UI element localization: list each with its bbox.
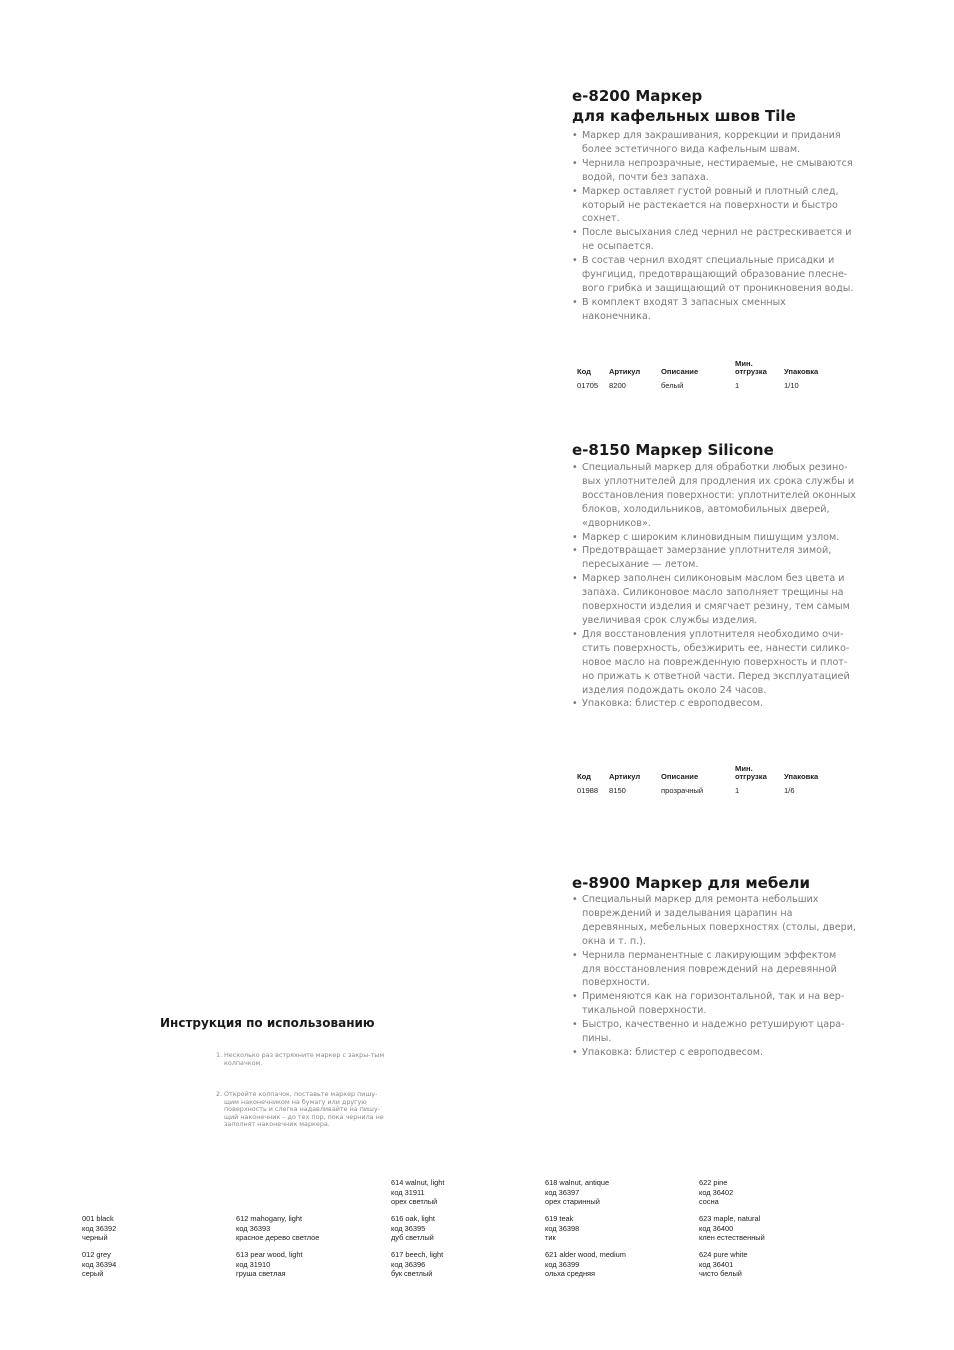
header-description: Описание xyxy=(661,772,699,781)
color-name: 622 pine xyxy=(699,1178,728,1187)
feature-item: • Маркер заполнен силиконовым маслом без цвета и запаха. Силиконовое масло заполняет трещины на поверхности изделия и смягчает резину, тем самым увеличивая срок службы изделия. xyxy=(572,572,857,628)
feature-item: • Предотвращает замерзание уплотнителя зимой, пересыхание — летом. xyxy=(572,544,857,572)
instruction-step xyxy=(216,1052,392,1067)
color-code: код 36401 xyxy=(699,1259,734,1269)
cell-description: прозрачный xyxy=(661,786,704,795)
color-item xyxy=(391,1214,435,1243)
color-name-ru: груша светлая xyxy=(236,1269,286,1279)
product-title-line1: e-8150 Маркер Silicone xyxy=(572,441,774,459)
table-header-row xyxy=(577,765,824,783)
feature-item: • Маркер с широким клиновидным пишущим узлом. xyxy=(572,531,857,545)
cell-code: 01988 xyxy=(577,786,599,795)
color-name-ru: орех светлый xyxy=(391,1197,438,1207)
color-item xyxy=(236,1214,319,1243)
color-name: 618 walnut, antique xyxy=(545,1178,610,1187)
step-number: 1. xyxy=(216,1051,223,1059)
feature-list xyxy=(572,461,857,711)
color-code: код 36395 xyxy=(391,1223,426,1233)
table-header-row xyxy=(577,360,824,378)
table-row xyxy=(577,783,824,795)
spec-table-e8200 xyxy=(577,360,824,390)
feature-list xyxy=(572,893,857,1060)
feature-item: • Упаковка: блистер с европодвесом. xyxy=(572,697,857,711)
header-package: Упаковка xyxy=(784,772,819,781)
product-e8900 xyxy=(572,873,857,1060)
product-title-line1: e-8900 Маркер для мебели xyxy=(572,874,811,892)
color-name-ru: серый xyxy=(82,1269,104,1279)
header-article: Артикул xyxy=(609,367,641,376)
cell-code: 01705 xyxy=(577,381,599,390)
cell-min-shipment: 1 xyxy=(735,381,740,390)
color-name-ru: тик xyxy=(545,1233,556,1243)
color-name: 621 alder wood, medium xyxy=(545,1250,626,1259)
feature-item: • Маркер для закрашивания, коррекции и придания более эстетичного вида кафельным швам. xyxy=(572,129,857,157)
color-item xyxy=(82,1214,116,1243)
product-e8200 xyxy=(572,86,857,324)
color-name: 613 pear wood, light xyxy=(236,1250,303,1259)
product-e8150 xyxy=(572,440,857,711)
instruction-step xyxy=(216,1091,392,1129)
cell-article: 8200 xyxy=(609,381,626,390)
table-row xyxy=(577,378,824,390)
color-item xyxy=(545,1178,609,1207)
color-name: 624 pure white xyxy=(699,1250,748,1259)
color-name-ru: клен естественный xyxy=(699,1233,765,1243)
cell-article: 8150 xyxy=(609,786,626,795)
color-name: 614 walnut, light xyxy=(391,1178,445,1187)
color-code: код 36399 xyxy=(545,1259,580,1269)
color-item xyxy=(391,1250,443,1279)
feature-item: • Специальный маркер для ремонта небольших повреждений и заделывания царапин на деревянных, мебельных поверхностях (столы, двери, окна и т. п.). xyxy=(572,893,857,949)
color-item xyxy=(545,1214,579,1243)
color-name: 001 black xyxy=(82,1214,114,1223)
cell-package: 1/10 xyxy=(784,381,799,390)
color-code: код 36396 xyxy=(391,1259,426,1269)
feature-item: • После высыхания след чернил не растрескивается и не осыпается. xyxy=(572,226,857,254)
step-text: Откройте колпачок, поставьте маркер пишу-щим наконечником на бумагу или другую поверхность и слегка надавливайте на пишу-щий наконечник – до тех пор, пока чернила не заполнят наконечник маркера. xyxy=(224,1090,384,1129)
feature-item: • Для восстановления уплотнителя необходимо очи-стить поверхность, обезжирить ее, нанести силико-новое масло на поврежденную поверхность и плот-но прижать к ответной части. Перед эксплуатацией изделия подождать около 24 часов. xyxy=(572,628,857,698)
color-item xyxy=(699,1214,765,1243)
header-description: Описание xyxy=(661,367,699,376)
color-code: код 31910 xyxy=(236,1259,271,1269)
feature-list xyxy=(572,129,857,324)
header-min-shipment: Мин. отгрузка xyxy=(735,764,767,781)
step-text: Несколько раз встряхните маркер с закры-тым колпачком. xyxy=(224,1051,385,1067)
product-title-line1: e-8200 Маркер xyxy=(572,87,703,105)
feature-item: • Чернила перманентные с лакирующим эффектом для восстановления повреждений на деревянной поверхности. xyxy=(572,949,857,991)
header-package: Упаковка xyxy=(784,367,819,376)
header-code: Код xyxy=(577,367,591,376)
color-item xyxy=(699,1250,747,1279)
color-name-ru: ольха средняя xyxy=(545,1269,596,1279)
header-article: Артикул xyxy=(609,772,641,781)
color-name: 619 teak xyxy=(545,1214,574,1223)
product-title xyxy=(572,86,857,126)
feature-item: • Быстро, качественно и надежно ретушируют цара-пины. xyxy=(572,1018,857,1046)
color-name: 617 beech, light xyxy=(391,1250,444,1259)
color-code: код 36393 xyxy=(236,1223,271,1233)
cell-min-shipment: 1 xyxy=(735,786,740,795)
color-name: 612 mahogany, light xyxy=(236,1214,303,1223)
feature-item: • В комплект входят 3 запасных сменных наконечника. xyxy=(572,296,857,324)
color-code: код 36402 xyxy=(699,1187,734,1197)
color-code: код 31911 xyxy=(391,1187,425,1197)
color-item xyxy=(82,1250,116,1279)
header-min-shipment: Мин. отгрузка xyxy=(735,359,767,376)
color-code: код 36394 xyxy=(82,1259,117,1269)
color-item xyxy=(545,1250,626,1279)
color-name-ru: сосна xyxy=(699,1197,719,1207)
feature-item: • Применяются как на горизонтальной, так и на вер-тикальной поверхности. xyxy=(572,990,857,1018)
feature-item: • В состав чернил входят специальные присадки и фунгицид, предотвращающий образование плесне-вого грибка и защищающий от проникновения воды. xyxy=(572,254,857,296)
color-name: 012 grey xyxy=(82,1250,111,1259)
feature-item: • Специальный маркер для обработки любых резино-вых уплотнителей для продления их срока службы и восстановления поверхности: уплотнителей оконных блоков, холодильников, автомобильных дверей, «дворников». xyxy=(572,461,857,531)
color-code: код 36400 xyxy=(699,1223,734,1233)
color-item xyxy=(391,1178,444,1207)
color-name-ru: чисто белый xyxy=(699,1269,742,1279)
color-item xyxy=(236,1250,303,1279)
color-name-ru: орех старинный xyxy=(545,1197,600,1207)
product-title xyxy=(572,440,857,460)
color-name-ru: красное дерево светлое xyxy=(236,1233,320,1243)
color-name-ru: дуб светлый xyxy=(391,1233,434,1243)
product-title xyxy=(572,873,857,893)
feature-item: • Упаковка: блистер с европодвесом. xyxy=(572,1046,857,1060)
step-number: 2. xyxy=(216,1090,223,1098)
cell-description: белый xyxy=(661,381,684,390)
cell-package: 1/6 xyxy=(784,786,795,795)
color-name-ru: бук светлый xyxy=(391,1269,433,1279)
color-name-ru: черный xyxy=(82,1233,108,1243)
color-code: код 36392 xyxy=(82,1223,117,1233)
color-name: 623 maple, natural xyxy=(699,1214,761,1223)
product-title-line2: для кафельных швов Tile xyxy=(572,107,796,125)
color-code: код 36397 xyxy=(545,1187,580,1197)
color-name: 616 oak, light xyxy=(391,1214,435,1223)
feature-item: • Чернила непрозрачные, нестираемые, не смываются водой, почти без запаха. xyxy=(572,157,857,185)
instructions-title: Инструкция по использованию xyxy=(160,1016,375,1030)
spec-table-e8150 xyxy=(577,765,824,795)
feature-item: • Маркер оставляет густой ровный и плотный след, который не растекается на поверхности и быстро сохнет. xyxy=(572,185,857,227)
header-code: Код xyxy=(577,772,591,781)
color-item xyxy=(699,1178,733,1207)
color-code: код 36398 xyxy=(545,1223,580,1233)
